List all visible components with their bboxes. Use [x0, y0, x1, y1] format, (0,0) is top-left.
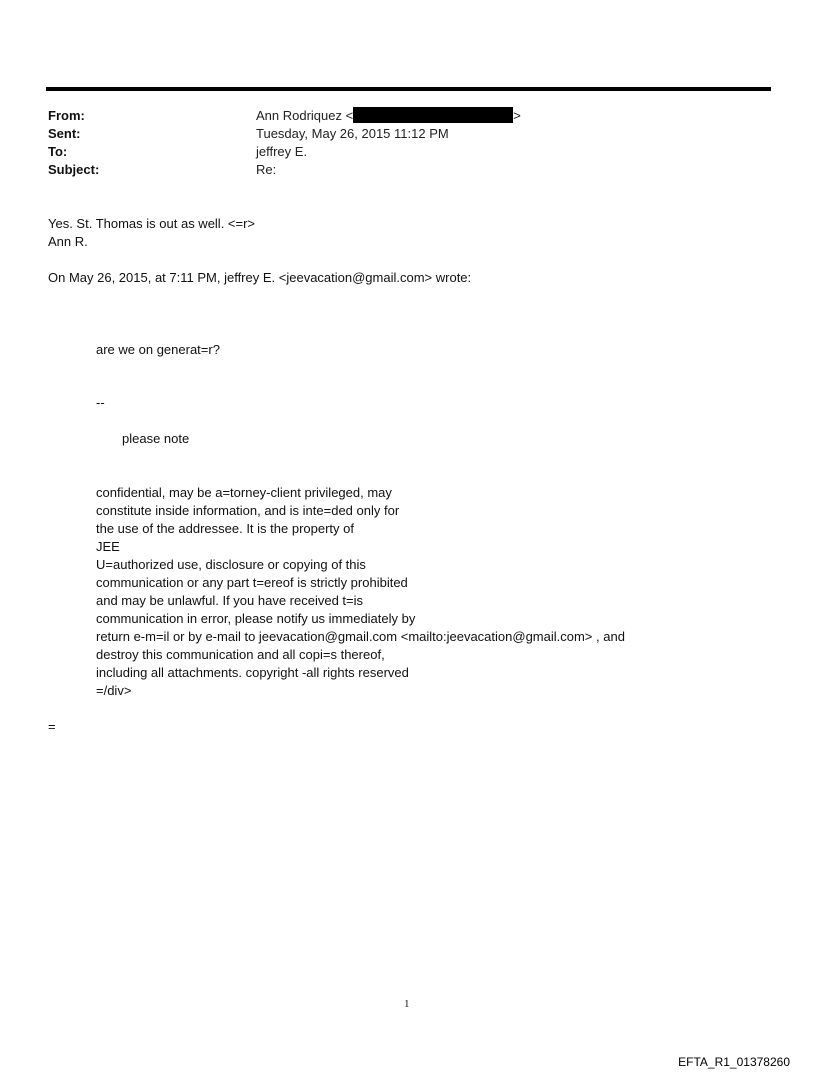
disclaimer-line: the use of the addressee. It is the property of [96, 521, 354, 536]
disclaimer-line: JEE [96, 539, 120, 554]
from-label: From: [48, 108, 85, 123]
subject-label: Subject: [48, 162, 100, 177]
quote-intro: On May 26, 2015, at 7:11 PM, jeffrey E. <jeevacation@gmail.com> wrote: [48, 270, 472, 285]
quoted-question: are we on generat=r? [96, 342, 220, 357]
from-close: > [513, 108, 521, 123]
disclaimer-line: communication in error, please notify us immediately by [96, 611, 416, 626]
disclaimer-line: confidential, may be a=torney-client privileged, may [96, 485, 392, 500]
disclaimer-line: return e-m=il or by e-mail to jeevacation@gmail.com <mailto:jeevacation@gmail.com> , and [96, 629, 625, 644]
header-rule [46, 87, 771, 91]
please-note: please note [122, 431, 190, 446]
disclaimer-line: destroy this communication and all copi=s thereof, [96, 647, 385, 662]
disclaimer-line: and may be unlawful. If you have received t=is [96, 593, 364, 608]
disclaimer-line: =/div> [96, 683, 132, 698]
from-value [256, 107, 521, 125]
disclaimer-line: constitute inside information, and is inte=ded only for [96, 503, 400, 518]
to-label: To: [48, 144, 68, 159]
document-id: EFTA_R1_01378260 [678, 1055, 790, 1069]
trailing-equals: = [48, 719, 56, 734]
sent-label: Sent: [48, 126, 81, 141]
to-value: jeffrey E. [256, 144, 308, 159]
signature-separator: -- [96, 395, 105, 410]
redaction-block [353, 107, 513, 123]
disclaimer-line: U=authorized use, disclosure or copying of this [96, 557, 366, 572]
reply-line: Yes. St. Thomas is out as well. <=r> [48, 216, 256, 231]
page-number: 1 [404, 998, 410, 1010]
disclaimer-line: including all attachments. copyright -all rights reserved [96, 665, 409, 680]
sent-value: Tuesday, May 26, 2015 11:12 PM [256, 126, 449, 141]
subject-value: Re: [256, 162, 277, 177]
disclaimer-line: communication or any part t=ereof is strictly prohibited [96, 575, 408, 590]
reply-signoff: Ann R. [48, 234, 88, 249]
from-name: Ann Rodriquez < [256, 108, 354, 123]
